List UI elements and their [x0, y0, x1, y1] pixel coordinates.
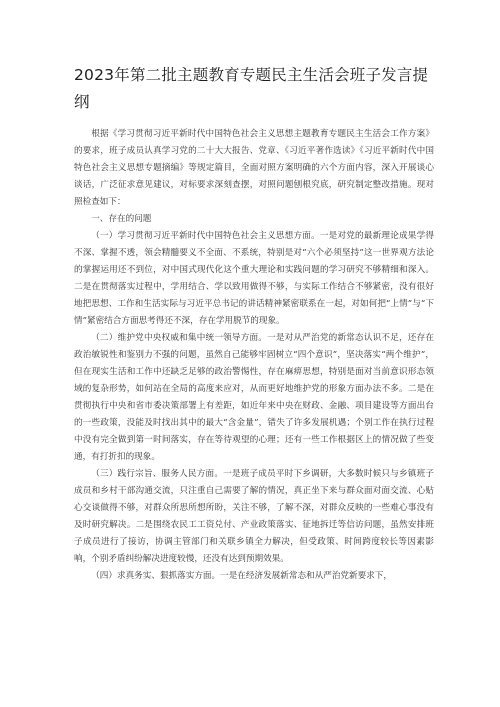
intro-paragraph: 根据《学习贯彻习近平新时代中国特色社会主义思想主题教育专题民主生活会工作方案》的要求，班子成员认真学习党的二十大大报告、党章、《习近平著作选读》《习近平新时代中国特色社会主义思想专题摘编》等规定篇目，全面对照方案明确的六个方面内容，深入开展谈心谈话，广泛征求意见建议，对标要求深刻查摆，对照问题刨根究底，研究制定整改措施。现对照检查如下： [74, 129, 434, 207]
paragraph-service: （三）践行宗旨、服务人民方面。一是班子成员平时下乡调研，大多数时候只与乡镇班子成员和乡村干部沟通交流，只注重自己需要了解的情况，真正坐下来与群众面对面交流、心贴心交谈做得不够，对群众所思所想所盼，关注不够，了解不深，对群众反映的一些难心事没有及时研究解决。二是围绕农民工工资兑付、产业政策落实、征地拆迁等信访问题，虽然安排班子成员进行了接访，协调主管部门和关联乡镇全力解决，但受政策、时间跨度较长等因素影响，个别矛盾纠纷解决进度较慢，还没有达到预期效果。 [74, 469, 434, 564]
document-title: 2023年第二批主题教育专题民主生活会班子发言提纲 [74, 66, 429, 111]
paragraph-study: （一）学习贯彻习近平新时代中国特色社会主义思想方面。一是对党的最新理论成果学得不深、掌握不透，领会精髓要义不全面、不系统，特别是对“六个必须坚持”这一世界观方法论的掌握运用还不到位，对中国式现代化这个重大理论和实践问题的学习研究不够精细和深入。二是在贯彻落实过程中，学用结合、学以致用做得不够，与实际工作结合不够紧密，没有很好地把思想、工作和生活实际与习近平总书记的讲话精神紧密联系在一起，对如何把“上情”与“下情”紧密结合方面思考得还不深，存在学用脱节的现象。 [74, 231, 434, 326]
paragraph-authority: （二）维护党中央权威和集中统一领导方面。一是对从严治党的新常态认识不足，还存在政治敏锐性和鉴别力不强的问题，虽然自己能够牢固树立“四个意识”，坚决落实“两个维护”，但在现实生活和工作中还缺乏足够的政治警惕性，存在麻痹思想，特别是面对当前意识形态领域的复杂形势，如何站在全局的高度来应对，从而更好地维护党的形象方面办法不多。二是在贯彻执行中央和省市委决策部署上有差距，如近年来中央在财政、金融、项目建设等方面出台的一些政策，没能及时找出其中的最大“含金量”，错失了许多发展机遇；个别工作在执行过程中没有完全做到第一时间落实，存在等待观望的心理；还有一些工作根据区上的情况做了些变通，有打折扣的现象。 [74, 333, 434, 462]
section-heading-problems: 一、存在的问题 [91, 214, 152, 224]
paragraph-implementation: （四）求真务实、狠抓落实方面。一是在经济发展新常态和从严治党新要求下， [91, 571, 392, 581]
